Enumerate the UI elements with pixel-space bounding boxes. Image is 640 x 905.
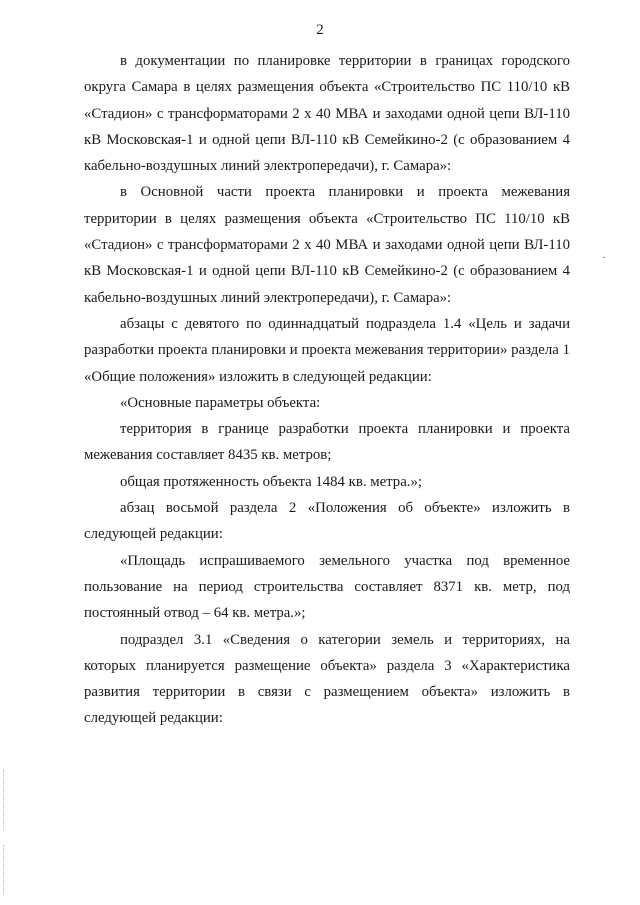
document-body (84, 48, 570, 732)
paragraph: абзацы с девятого по одиннадцатый подраздела 1.4 «Цель и задачи разработки проекта планировки и проекта межевания территории» раздела 1 «Общие положения» изложить в следующей редакции: (84, 315, 570, 385)
paragraph: подраздел 3.1 «Сведения о категории земель и территориях, на которых планируется размещение объекта» раздела 3 «Характеристика развития территории в связи с размещением объекта» изложить в следующей редакции: (84, 631, 570, 727)
paragraph: «Площадь испрашиваемого земельного участка под временное пользование на период строительства составляет 8371 кв. метр, под постоянный отвод – 64 кв. метра.»; (84, 552, 570, 622)
page-number: 2 (316, 22, 324, 38)
scan-speck: · (602, 250, 606, 264)
scan-edge-artifact (3, 845, 5, 895)
paragraph: «Основные параметры объекта: (120, 394, 321, 411)
scan-edge-artifact (3, 770, 5, 830)
paragraph: в Основной части проекта планировки и проекта межевания территории в целях размещения объекта «Строительство ПС 110/10 кВ «Стадион» с трансформаторами 2 х 40 МВА и заходами одной цепи ВЛ-110 кВ Московская-1 и одной цепи ВЛ-110 кВ Семейкино-2 (с образованием 4 кабельно-воздушных линий электропередачи), г. Самара»: (84, 184, 570, 306)
paragraph: в документации по планировке территории в границах городского округа Самара в целях размещения объекта «Строительство ПС 110/10 кВ «Стадион» с трансформаторами 2 х 40 МВА и заходами одной цепи ВЛ-110 кВ Московская-1 и одной цепи ВЛ-110 кВ Семейкино-2 (с образованием 4 кабельно-воздушных линий электропередачи), г. Самара»: (84, 53, 570, 175)
paragraph: абзац восьмой раздела 2 «Положения об объекте» изложить в следующей редакции: (84, 500, 570, 543)
paragraph: территория в границе разработки проекта планировки и проекта межевания составляет 8435 кв. метров; (84, 421, 570, 464)
paragraph: общая протяженность объекта 1484 кв. метра.»; (120, 473, 422, 490)
